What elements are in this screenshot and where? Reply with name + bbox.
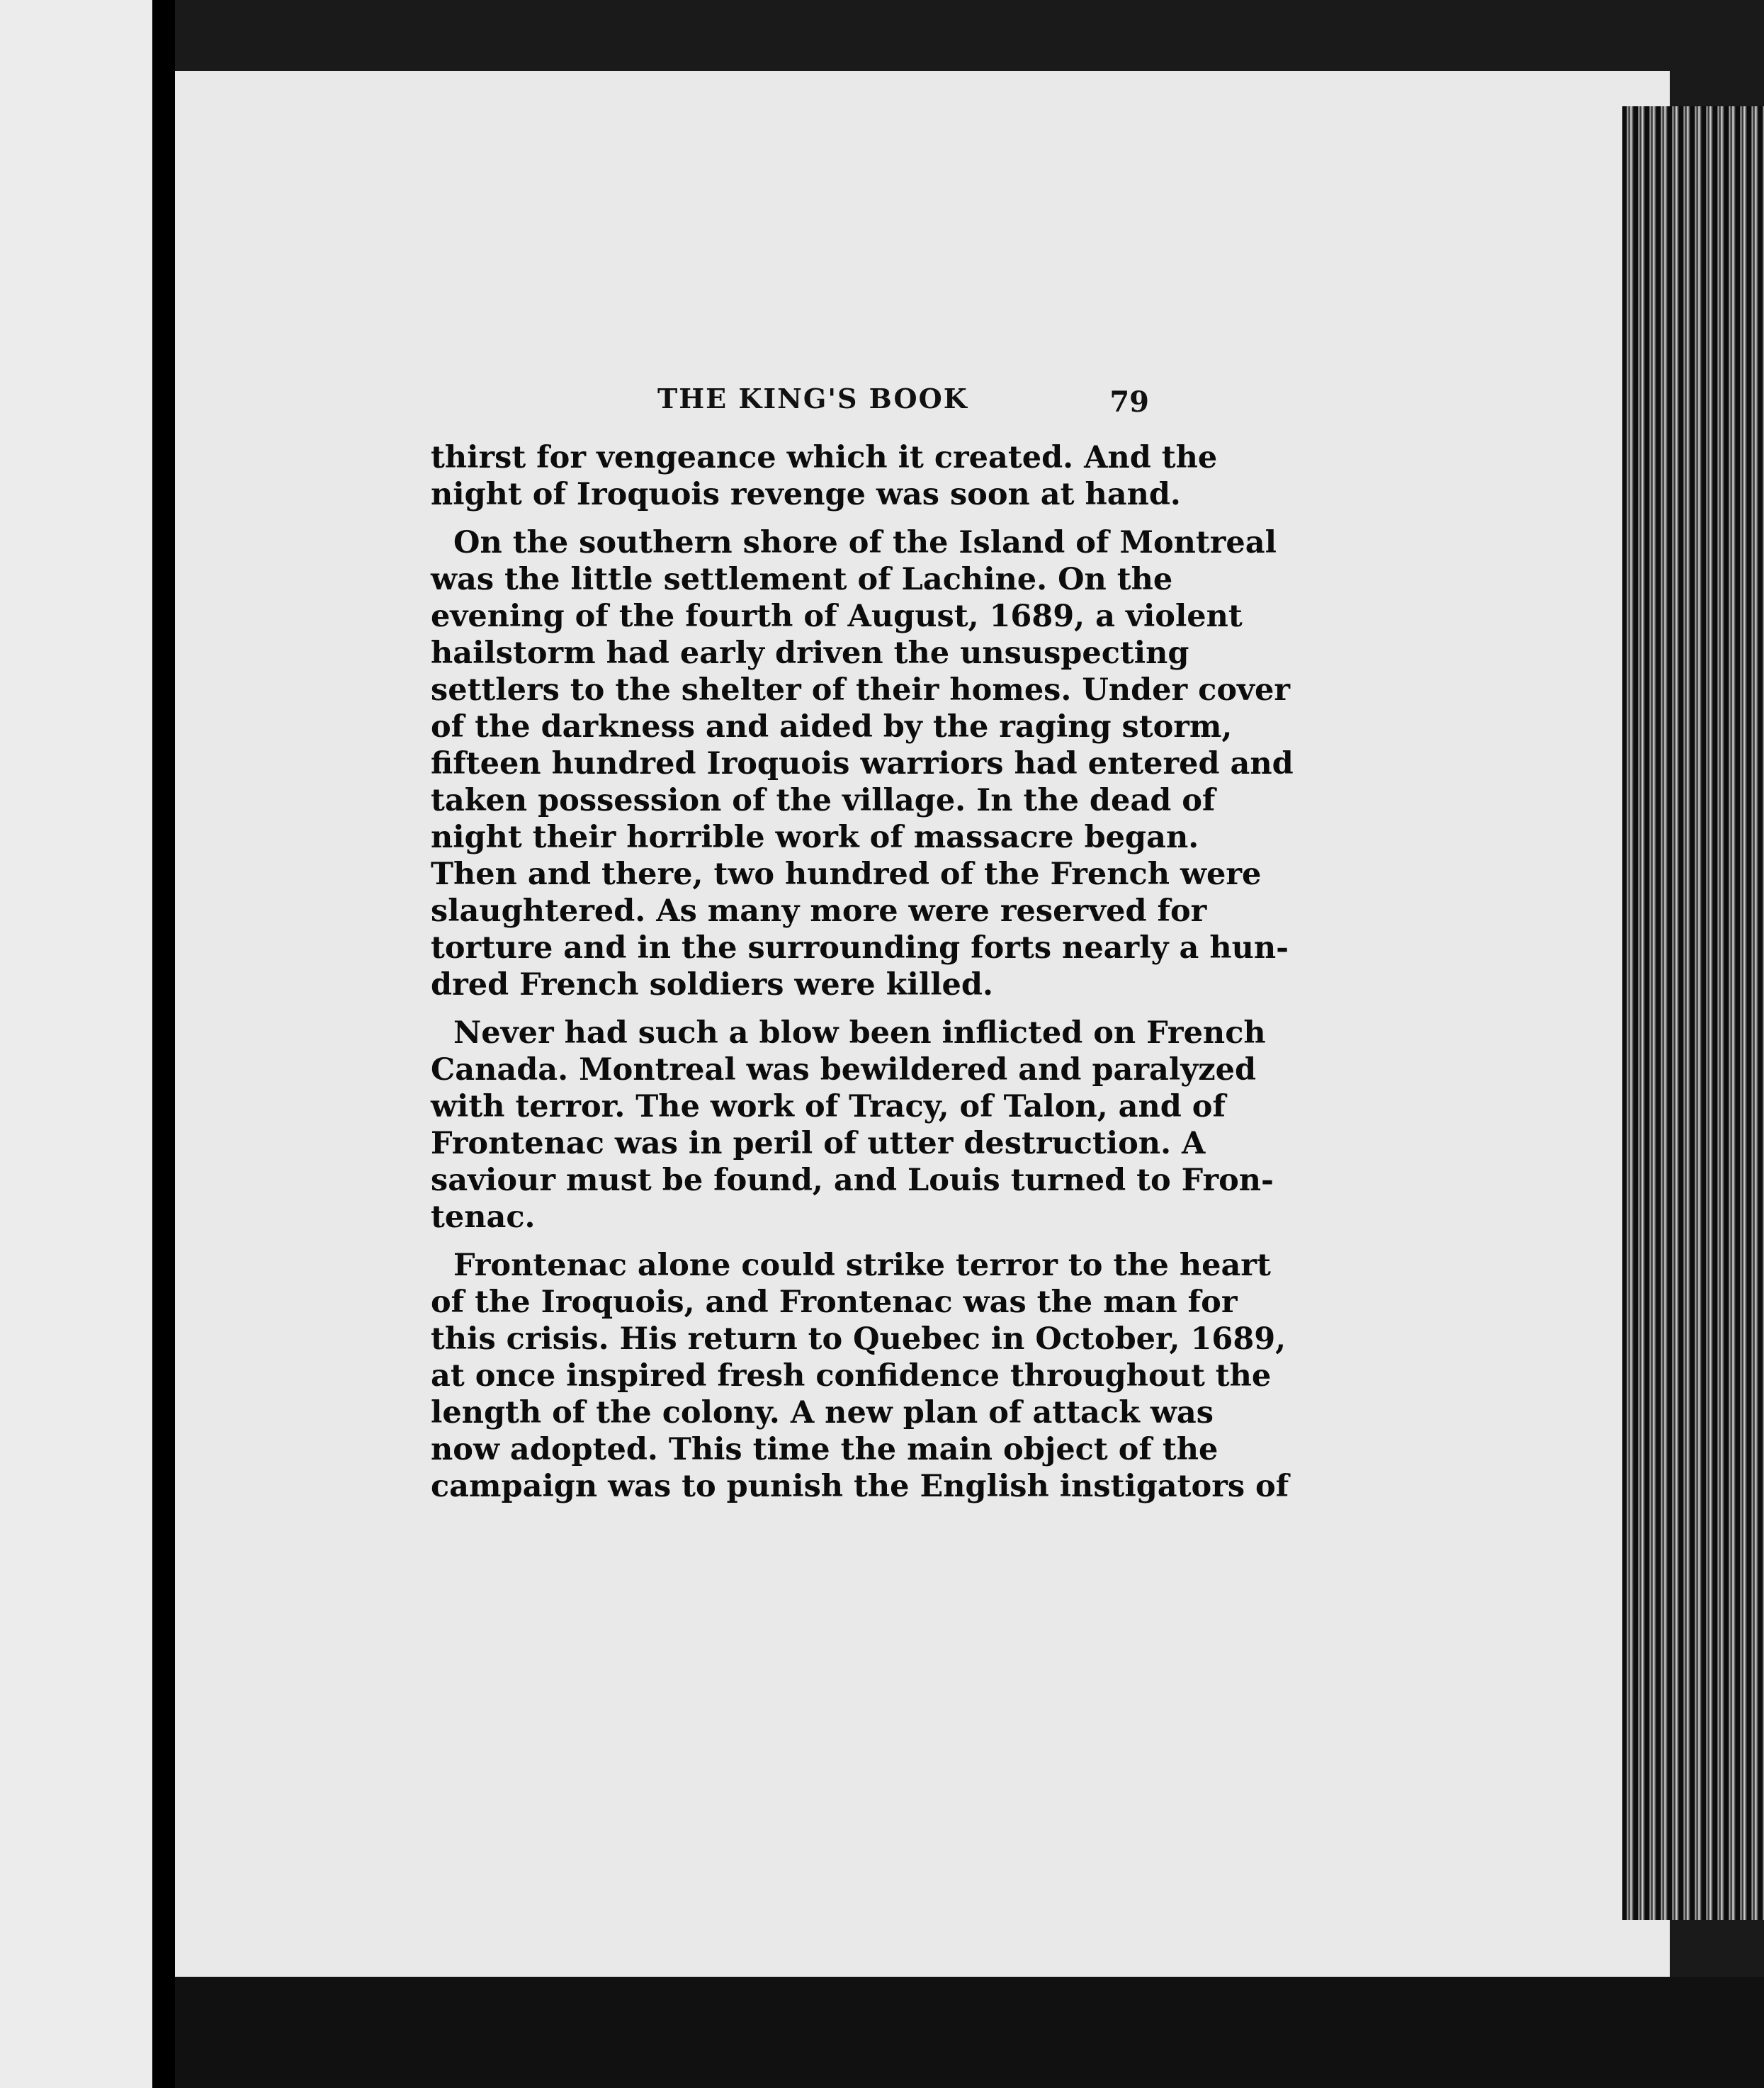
paragraph-gap <box>431 1236 1149 1247</box>
text-line: was the little settlement of Lachine. On the <box>431 562 1173 597</box>
text-line: hailstorm had early driven the unsuspecting <box>431 636 1189 671</box>
text-line: tenac. <box>431 1200 536 1235</box>
text-line: torture and in the surrounding forts nearly a hun- <box>431 930 1289 966</box>
bottom-shadow <box>175 1977 1764 2088</box>
text-line: of the Iroquois, and Frontenac was the man for <box>431 1285 1238 1320</box>
text-line: at once inspired fresh confidence throughout the <box>431 1358 1272 1394</box>
paragraph-gap <box>431 1003 1149 1015</box>
text-line: fifteen hundred Iroquois warriors had entered and <box>431 746 1294 781</box>
body-text <box>431 439 1294 1505</box>
text-line: On the southern shore of the Island of Montreal <box>453 525 1277 560</box>
text-line: length of the colony. A new plan of attack was <box>431 1395 1214 1430</box>
text-line: Frontenac alone could strike terror to the heart <box>453 1248 1271 1283</box>
text-line: thirst for vengeance which it created. And the <box>431 440 1218 475</box>
text-line: taken possession of the village. In the dead of <box>431 783 1216 818</box>
book-spine <box>152 0 175 2088</box>
running-head: THE KING'S BOOK <box>657 383 968 414</box>
text-line: settlers to the shelter of their homes. Under cover <box>431 672 1291 708</box>
paragraph <box>431 1247 1289 1505</box>
paragraph-gap <box>431 513 1149 524</box>
text-line: now adopted. This time the main object of the <box>431 1432 1219 1467</box>
text-line: night their horrible work of massacre began. <box>431 820 1199 855</box>
text-line: dred French soldiers were killed. <box>431 967 993 1003</box>
text-line: saviour must be found, and Louis turned to Fron- <box>431 1163 1274 1198</box>
text-line: Then and there, two hundred of the French were <box>431 857 1262 892</box>
text-line: slaughtered. As many more were reserved for <box>431 893 1207 929</box>
text-line: evening of the fourth of August, 1689, a violent <box>431 599 1243 634</box>
text-line: this crisis. His return to Quebec in October, 1689, <box>431 1321 1287 1357</box>
paragraph <box>431 524 1294 1003</box>
text-line: Canada. Montreal was bewildered and paralyzed <box>431 1052 1257 1088</box>
page-number: 79 <box>1109 385 1149 419</box>
text-line: Never had such a blow been inflicted on French <box>453 1015 1266 1051</box>
text-line: of the darkness and aided by the raging storm, <box>431 709 1233 745</box>
text-line: with terror. The work of Tracy, of Talon, and of <box>431 1089 1226 1124</box>
page-edges <box>1622 106 1764 1920</box>
paragraph <box>431 1015 1274 1236</box>
text-line: night of Iroquois revenge was soon at hand. <box>431 477 1181 512</box>
text-line: campaign was to punish the English instigators of <box>431 1469 1289 1504</box>
paragraph <box>431 439 1218 513</box>
left-page-margin <box>0 0 152 2088</box>
text-line: Frontenac was in peril of utter destruction. A <box>431 1126 1206 1161</box>
page-header <box>431 376 1149 425</box>
